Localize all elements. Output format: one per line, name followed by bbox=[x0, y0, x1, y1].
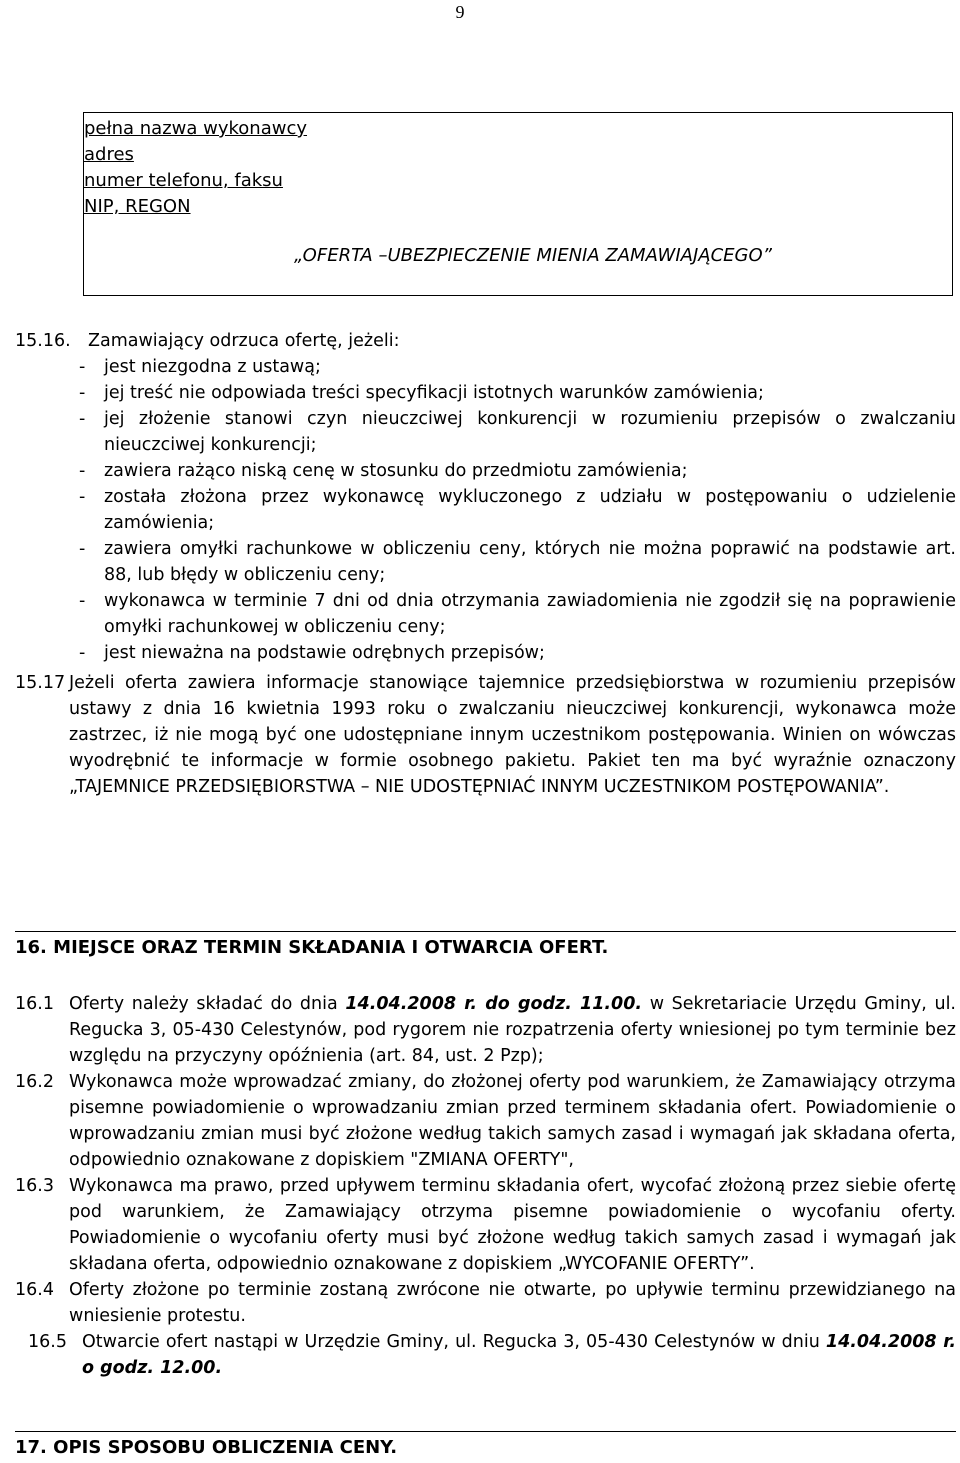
section-number: 16.1 bbox=[15, 994, 54, 1014]
list-item: wykonawca w terminie 7 dni od dnia otrzymania zawiadomienia nie zgodził się na poprawienie omyłki rachunkowej w obliczeniu ceny; bbox=[104, 591, 956, 637]
section-intro: Zamawiający odrzuca ofertę, jeżeli: bbox=[88, 331, 400, 351]
text-part: Otwarcie ofert nastąpi w Urzędzie Gminy, ul. Regucka 3, 05-430 Celestynów w dniu bbox=[82, 1332, 826, 1352]
section-text bbox=[69, 991, 956, 1069]
section-16-heading: 16. MIEJSCE ORAZ TERMIN SKŁADANIA I OTWARCIA OFERT. bbox=[15, 937, 609, 958]
heading-rule bbox=[15, 931, 956, 932]
contractor-name-line: pełna nazwa wykonawcy bbox=[84, 118, 308, 139]
list-item: jest niezgodna z ustawą; bbox=[104, 357, 321, 377]
contractor-nip-line: NIP, REGON bbox=[84, 196, 191, 217]
list-item: zawiera omyłki rachunkowe w obliczeniu ceny, których nie można poprawić na podstawie art. 88, lub błędy w obliczeniu ceny; bbox=[104, 539, 956, 585]
text-part: Oferty należy składać do dnia bbox=[69, 994, 346, 1014]
text-part: w Sekretariacie Urzędu Gminy, ul. Regucka 3, 05-430 Celestynów, pod rygorem nie rozpatrzenia oferty wniesionej po tym terminie bez względu na przyczyny opóźnienia (art. 84, ust. 2 Pzp); bbox=[69, 994, 956, 1066]
section-text: Wykonawca może wprowadzać zmiany, do złożonej oferty pod warunkiem, że Zamawiający otrzyma pisemne powiadomienie o wprowadzaniu zmian przed terminem składania ofert. Powiadomienie o wprowadzaniu zmian musi być złożone według takich samych zasad i wymagań jak składana oferta, odpowiednio oznakowane z dopiskiem "ZMIANA OFERTY", bbox=[69, 1072, 956, 1170]
section-17-heading: 17. OPIS SPOSOBU OBLICZENIA CENY. bbox=[15, 1437, 398, 1458]
list-dash: - bbox=[79, 487, 86, 507]
section-number: 16.3 bbox=[15, 1176, 54, 1196]
list-dash: - bbox=[79, 643, 86, 663]
section-number: 16.4 bbox=[15, 1280, 54, 1300]
section-text: Jeżeli oferta zawiera informacje stanowiące tajemnice przedsiębiorstwa w rozumieniu przepisów ustawy z dnia 16 kwietnia 1993 roku o zwalczaniu nieuczciwej konkurencji, wykonawca może zastrzec, iż nie mogą być one udostępniane innym uczestnikom postępowania. Winien on wówczas wyodrębnić te informacje w formie osobnego pakietu. Pakiet ten ma być wyraźnie oznaczony „TAJEMNICE PRZEDSIĘBIORSTWA – NIE UDOSTĘPNIAĆ INNYM UCZESTNIKOM POSTĘPOWANIA”. bbox=[69, 673, 956, 797]
contractor-address-line: adres bbox=[84, 144, 134, 165]
offer-title: „OFERTA –UBEZPIECZENIE MIENIA ZAMAWIAJĄCEGO” bbox=[294, 245, 772, 266]
list-dash: - bbox=[79, 383, 86, 403]
section-number: 16.5 bbox=[28, 1332, 67, 1352]
section-number: 15.17 bbox=[15, 673, 66, 693]
section-number: 16.2 bbox=[15, 1072, 54, 1092]
section-text: Wykonawca ma prawo, przed upływem terminu składania ofert, wycofać złożoną przez siebie ofertę pod warunkiem, że Zamawiający otrzyma pisemne powiadomienie o wycofaniu oferty. Powiadomienie o wycofaniu oferty musi być złożone według takich samych zasad i wymagań jak składana oferta, odpowiednio oznakowane z dopiskiem „WYCOFANIE OFERTY”. bbox=[69, 1176, 956, 1274]
deadline-date: 14.04.2008 r. do godz. 11.00. bbox=[345, 994, 643, 1014]
page-number: 9 bbox=[455, 2, 465, 22]
list-dash: - bbox=[79, 461, 86, 481]
list-item: jej treść nie odpowiada treści specyfikacji istotnych warunków zamówienia; bbox=[104, 383, 764, 403]
list-item: zawiera rażąco niską cenę w stosunku do przedmiotu zamówienia; bbox=[104, 461, 688, 481]
section-text bbox=[82, 1329, 956, 1381]
list-item: jej złożenie stanowi czyn nieuczciwej konkurencji w rozumieniu przepisów o zwalczaniu nieuczciwej konkurencji; bbox=[104, 409, 956, 455]
list-item: została złożona przez wykonawcę wykluczonego z udziału w postępowaniu o udzielenie zamówienia; bbox=[104, 487, 956, 533]
section-number: 15.16. bbox=[15, 331, 71, 351]
section-text: Oferty złożone po terminie zostaną zwrócone nie otwarte, po upływie terminu przewidzianego na wniesienie protestu. bbox=[69, 1280, 956, 1326]
contractor-phone-line: numer telefonu, faksu bbox=[84, 170, 283, 191]
heading-rule bbox=[15, 1431, 956, 1432]
list-dash: - bbox=[79, 409, 86, 429]
list-dash: - bbox=[79, 357, 86, 377]
contractor-stamp-box bbox=[83, 112, 953, 296]
list-item: jest nieważna na podstawie odrębnych przepisów; bbox=[104, 643, 545, 663]
list-dash: - bbox=[79, 591, 86, 611]
list-dash: - bbox=[79, 539, 86, 559]
opening-date: 14.04.2008 r. o godz. 12.00. bbox=[82, 1332, 956, 1378]
